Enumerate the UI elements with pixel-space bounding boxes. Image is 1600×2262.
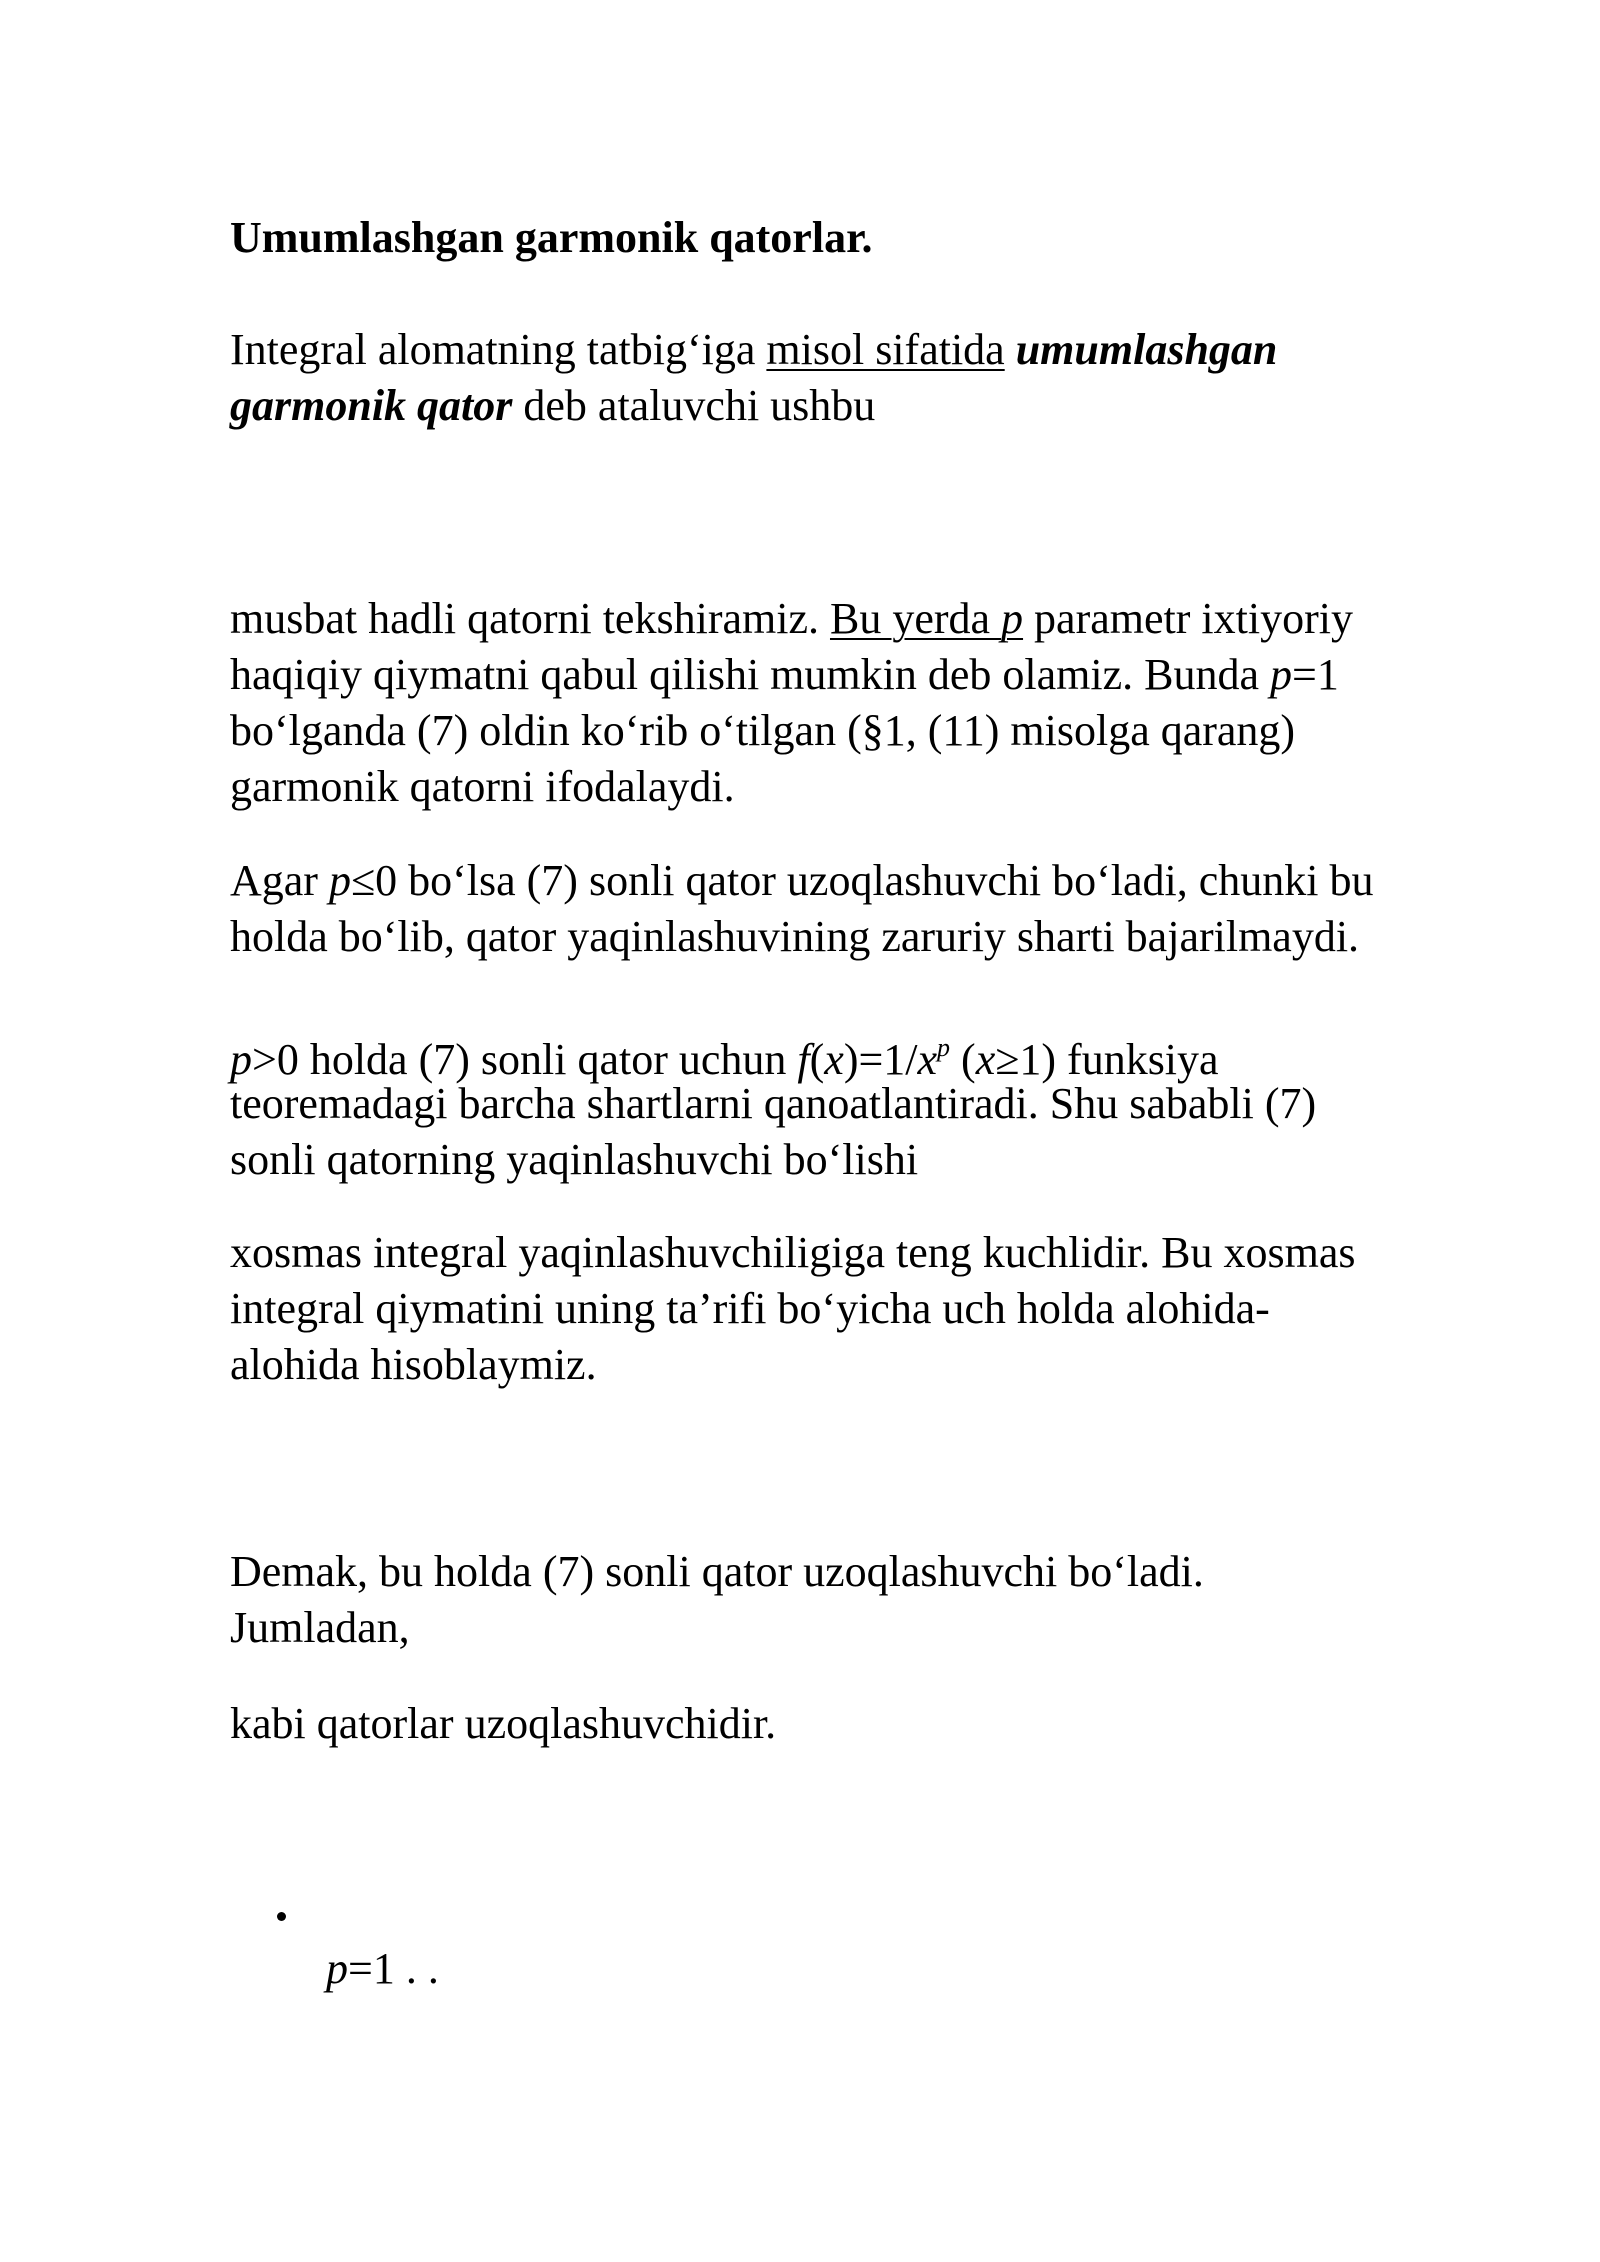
text-run: haqiqiy qiymatni qabul qilishi mumkin deb olamiz. Bunda <box>230 650 1270 699</box>
underlined-text: misol sifatida <box>766 325 1005 374</box>
math-variable: f <box>797 1035 810 1084</box>
math-variable: x <box>917 1035 938 1084</box>
underlined-text: Bu yerda <box>829 594 1002 643</box>
math-variable: p <box>328 856 351 905</box>
text-run: ≥1) funksiya <box>995 1035 1219 1084</box>
text-run: =1 . . <box>348 1944 439 1993</box>
page-title: Umumlashgan garmonik qatorlar. <box>230 213 873 262</box>
text-line: Jumladan, <box>230 1603 410 1652</box>
text-line <box>230 378 1277 434</box>
text-line: teoremadagi barcha shartlarni qanoatlantiradi. Shu sababli (7) <box>230 1079 1317 1128</box>
text-run: Integral alomatning tatbig‘iga <box>230 325 767 374</box>
intro-paragraph <box>230 322 1277 434</box>
text-line: alohida hisoblaymiz. <box>230 1340 597 1389</box>
text-line: garmonik qatorni ifodalaydi. <box>230 762 735 811</box>
text-line <box>230 1020 1316 1084</box>
math-variable: x <box>975 1035 996 1084</box>
text-run: ( <box>950 1035 976 1084</box>
text-run <box>1005 325 1016 374</box>
text-line: Demak, bu holda (7) sonli qator uzoqlashuvchi bo‘ladi. <box>230 1547 1204 1596</box>
text-line: integral qiymatini uning ta’rifi bo‘yicha uch holda alohida- <box>230 1284 1270 1333</box>
text-line: holda bo‘lib, qator yaqinlashuvining zaruriy sharti bajarilmaydi. <box>230 912 1360 961</box>
text-line <box>230 853 1373 909</box>
text-line: bo‘lganda (7) oldin ko‘rib o‘tilgan (§1, (11) misolga qarang) <box>230 706 1296 755</box>
text-run: )=1/ <box>843 1035 918 1084</box>
math-variable: p <box>1001 594 1024 643</box>
conclusion-paragraph <box>230 1544 1204 1656</box>
text-line: sonli qatorning yaqinlashuvchi bo‘lishi <box>230 1135 919 1184</box>
list-item <box>326 1941 439 1997</box>
emphasized-term: umumlashgan <box>1015 325 1278 374</box>
text-line: xosmas integral yaqinlashuvchiligiga teng kuchlidir. Bu xosmas <box>230 1228 1356 1277</box>
case-nonpositive-paragraph <box>230 853 1373 965</box>
math-variable: p <box>1270 650 1292 699</box>
series-note-paragraph <box>230 591 1353 815</box>
math-variable: p <box>326 1944 348 1993</box>
text-run: deb ataluvchi ushbu <box>512 381 876 430</box>
examples-note-paragraph: kabi qatorlar uzoqlashuvchidir. <box>230 1699 777 1748</box>
text-run: ≤0 bo‘lsa (7) sonli qator uzoqlashuvchi bo‘ladi, chunki bu <box>350 856 1374 905</box>
math-variable: x <box>824 1035 844 1084</box>
bullet-marker <box>277 1912 286 1921</box>
text-line <box>230 647 1353 703</box>
case-positive-paragraph <box>230 1020 1316 1188</box>
integral-note-paragraph <box>230 1225 1356 1393</box>
text-run: musbat hadli qatorni tekshiramiz. <box>230 594 830 643</box>
text-run: Agar <box>230 856 329 905</box>
text-line <box>230 591 1353 647</box>
emphasized-term: garmonik qator <box>230 381 513 430</box>
text-line <box>230 322 1277 378</box>
text-run: ( <box>809 1035 825 1084</box>
text-run: >0 holda (7) sonli qator uchun <box>252 1035 798 1084</box>
math-variable: p <box>230 1035 252 1084</box>
text-run: parametr ixtiyoriy <box>1023 594 1353 643</box>
math-exponent: p <box>937 1033 951 1062</box>
text-run: =1 <box>1292 650 1339 699</box>
